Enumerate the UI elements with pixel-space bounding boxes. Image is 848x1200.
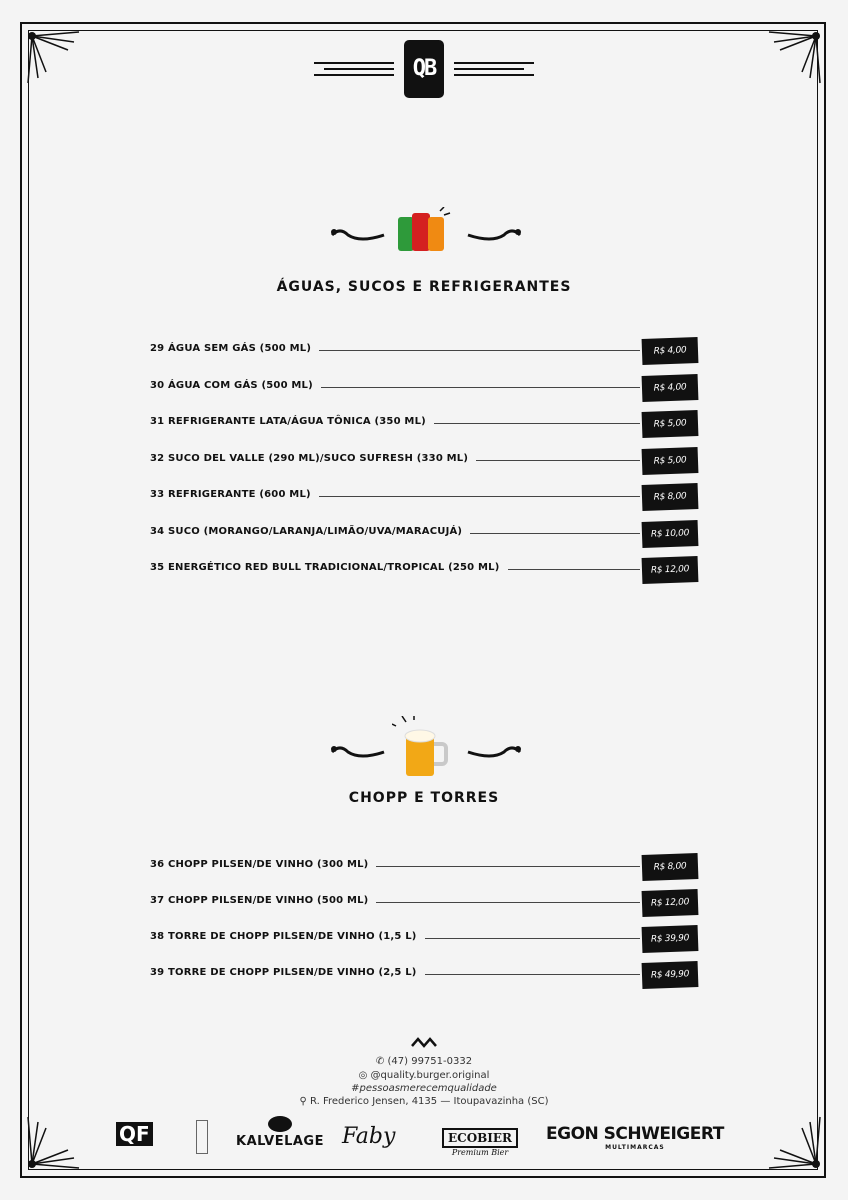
sponsor-small-logo [196, 1120, 208, 1154]
menu-item-name: 29 ÁGUA SEM GÁS (500 ML) [150, 343, 312, 354]
section-title-drinks: ÁGUAS, SUCOS E REFRIGERANTES [276, 279, 572, 295]
section-title-chopp: CHOPP E TORRES [348, 790, 500, 806]
menu-item-price-badge: R$ 5,00 [642, 410, 699, 438]
mustache-ornament-icon [466, 742, 522, 762]
sponsor-kalvelage-logo: KALVELAGE [236, 1130, 324, 1149]
header-logo [0, 38, 848, 100]
menu-item-price-badge: R$ 10,00 [642, 520, 699, 548]
menu-item-leader-line [376, 902, 640, 903]
menu-item-name: 31 REFRIGERANTE LATA/ÁGUA TÔNICA (350 ML) [150, 416, 426, 427]
mustache-ornament-icon [466, 225, 522, 245]
menu-item-price-badge: R$ 8,00 [642, 853, 699, 881]
menu-item-name: 39 TORRE DE CHOPP PILSEN/DE VINHO (2,5 L) [150, 967, 417, 978]
inner-frame [28, 30, 818, 1170]
menu-item [150, 891, 698, 917]
menu-item [150, 339, 698, 365]
menu-item [150, 558, 698, 584]
menu-item-name: 35 ENERGÉTICO RED BULL TRADICIONAL/TROPICAL (250 ML) [150, 562, 500, 573]
menu-item [150, 522, 698, 548]
menu-item-name: 33 REFRIGERANTE (600 ML) [150, 489, 311, 500]
soda-cans-icon [392, 207, 452, 255]
beer-mug-icon [392, 716, 452, 778]
menu-item [150, 927, 698, 953]
section-header-drinks [0, 205, 848, 265]
location-pin-icon: ⚲ [299, 1096, 307, 1107]
menu-item [150, 449, 698, 475]
kalvelage-mascot-icon [268, 1116, 292, 1132]
menu-item-name: 30 ÁGUA COM GÁS (500 ML) [150, 379, 313, 391]
menu-item-leader-line [476, 460, 640, 461]
menu-item-leader-line [319, 496, 640, 497]
footer-instagram[interactable]: ◎ @quality.burger.original [358, 1070, 490, 1081]
brand-logo: QB [404, 40, 444, 98]
footer-hashtag: #pessoasmerecemqualidade [351, 1083, 497, 1094]
menu-item-leader-line [376, 866, 640, 867]
menu-item-leader-line [321, 387, 640, 388]
sponsor-qf-logo: QF [116, 1122, 153, 1146]
menu-item-name: 36 CHOPP PILSEN/DE VINHO (300 ML) [150, 859, 369, 870]
menu-item [150, 376, 698, 402]
section-header-chopp [0, 716, 848, 776]
menu-item-price-badge: R$ 8,00 [642, 483, 699, 511]
footer-address: ⚲ R. Frederico Jensen, 4135 — Itoupavazinha (SC) [299, 1096, 549, 1107]
menu-item-leader-line [319, 350, 640, 351]
mustache-ornament-icon [330, 225, 386, 245]
menu-item-name: 32 SUCO DEL VALLE (290 ML)/SUCO SUFRESH (330 ML) [150, 452, 469, 464]
hashtag-icon: # [351, 1083, 360, 1094]
menu-item [150, 412, 698, 438]
sponsor-faby-logo: Faby [342, 1124, 396, 1149]
sponsor-ecobier-logo: ECOBIER Premium Bier [442, 1118, 518, 1157]
sponsor-egon-logo: EGON SCHWEIGERT MULTIMARCAS [546, 1124, 724, 1151]
corner-ornament-icon [24, 1112, 84, 1172]
footer-phone[interactable]: ✆ (47) 99751-0332 [375, 1056, 473, 1067]
menu-item-price-badge: R$ 4,00 [642, 337, 699, 365]
whatsapp-icon: ✆ [375, 1056, 385, 1067]
menu-item-leader-line [508, 569, 640, 570]
menu-item-price-badge: R$ 49,90 [642, 961, 699, 989]
corner-ornament-icon [764, 1112, 824, 1172]
menu-item-price-badge: R$ 4,00 [642, 374, 699, 402]
menu-item-name: 34 SUCO (MORANGO/LARANJA/LIMÃO/UVA/MARACUJÁ) [150, 525, 463, 537]
menu-item-price-badge: R$ 12,00 [642, 889, 699, 917]
menu-item-leader-line [425, 938, 640, 939]
menu-item-price-badge: R$ 5,00 [642, 447, 699, 475]
menu-item-name: 38 TORRE DE CHOPP PILSEN/DE VINHO (1,5 L) [150, 931, 417, 942]
menu-item-leader-line [434, 423, 640, 424]
instagram-icon: ◎ [358, 1070, 368, 1081]
menu-item-leader-line [425, 974, 640, 975]
menu-item [150, 963, 698, 989]
menu-item-price-badge: R$ 12,00 [642, 556, 699, 584]
wave-divider-icon [410, 1036, 438, 1048]
menu-item-price-badge: R$ 39,90 [642, 925, 699, 953]
menu-item [150, 485, 698, 511]
menu-item-name: 37 CHOPP PILSEN/DE VINHO (500 ML) [150, 895, 369, 906]
mustache-ornament-icon [330, 742, 386, 762]
menu-item-leader-line [470, 533, 640, 534]
menu-item [150, 855, 698, 881]
